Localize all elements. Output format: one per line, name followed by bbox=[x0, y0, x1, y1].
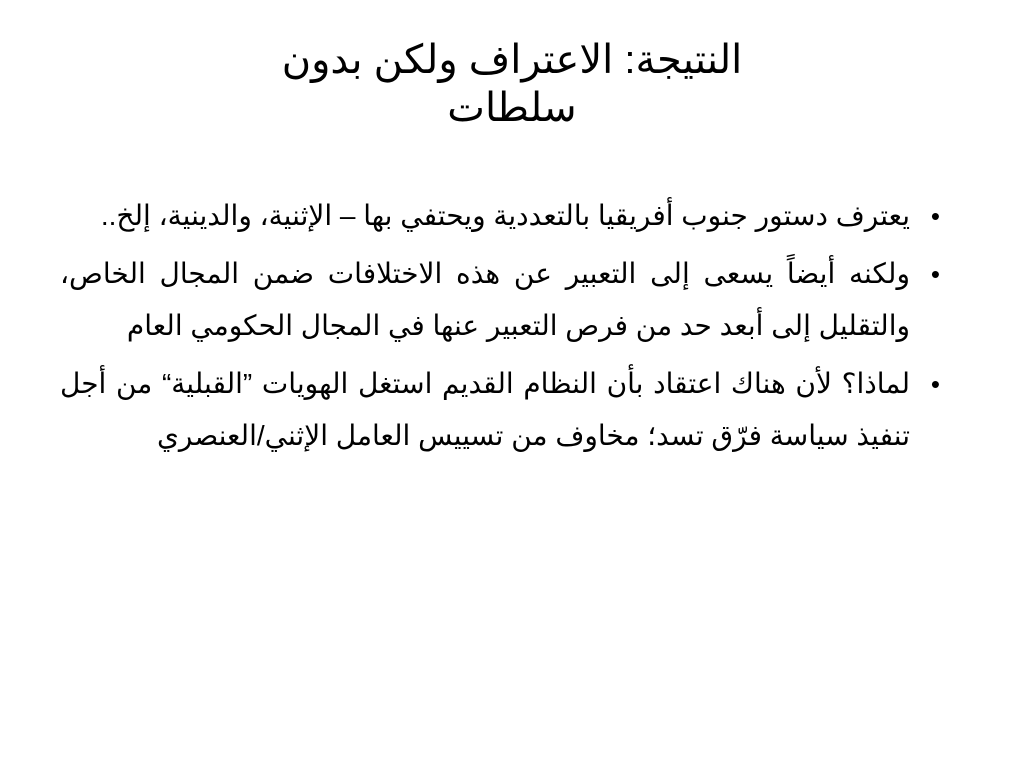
bullet-item-2 bbox=[60, 248, 940, 352]
title-line-2: سلطات bbox=[447, 86, 577, 130]
slide-title bbox=[170, 36, 854, 132]
bullet-text-3: لماذا؟ لأن هناك اعتقاد بأن النظام القديم استغل الهويات ”القبلية“ من أجل تنفيذ سياسة فرّق تسد؛ مخاوف من تسييس العامل الإثني/العنصري bbox=[60, 368, 910, 451]
bullet-dot-icon: • bbox=[930, 369, 940, 399]
bullet-text-1: يعترف دستور جنوب أفريقيا بالتعددية ويحتفي بها – الإثنية، والدينية، إلخ.. bbox=[100, 200, 910, 231]
bullet-list bbox=[60, 190, 940, 468]
title-line-1: النتيجة: الاعتراف ولكن بدون bbox=[281, 38, 743, 82]
bullet-text-2: ولكنه أيضاً يسعى إلى التعبير عن هذه الاختلافات ضمن المجال الخاص، والتقليل إلى أبعد حد من فرص التعبير عنها في المجال الحكومي العام bbox=[60, 258, 910, 341]
bullet-item-1 bbox=[60, 190, 940, 242]
bullet-item-3 bbox=[60, 358, 940, 462]
bullet-dot-icon: • bbox=[930, 201, 940, 231]
bullet-dot-icon: • bbox=[930, 259, 940, 289]
